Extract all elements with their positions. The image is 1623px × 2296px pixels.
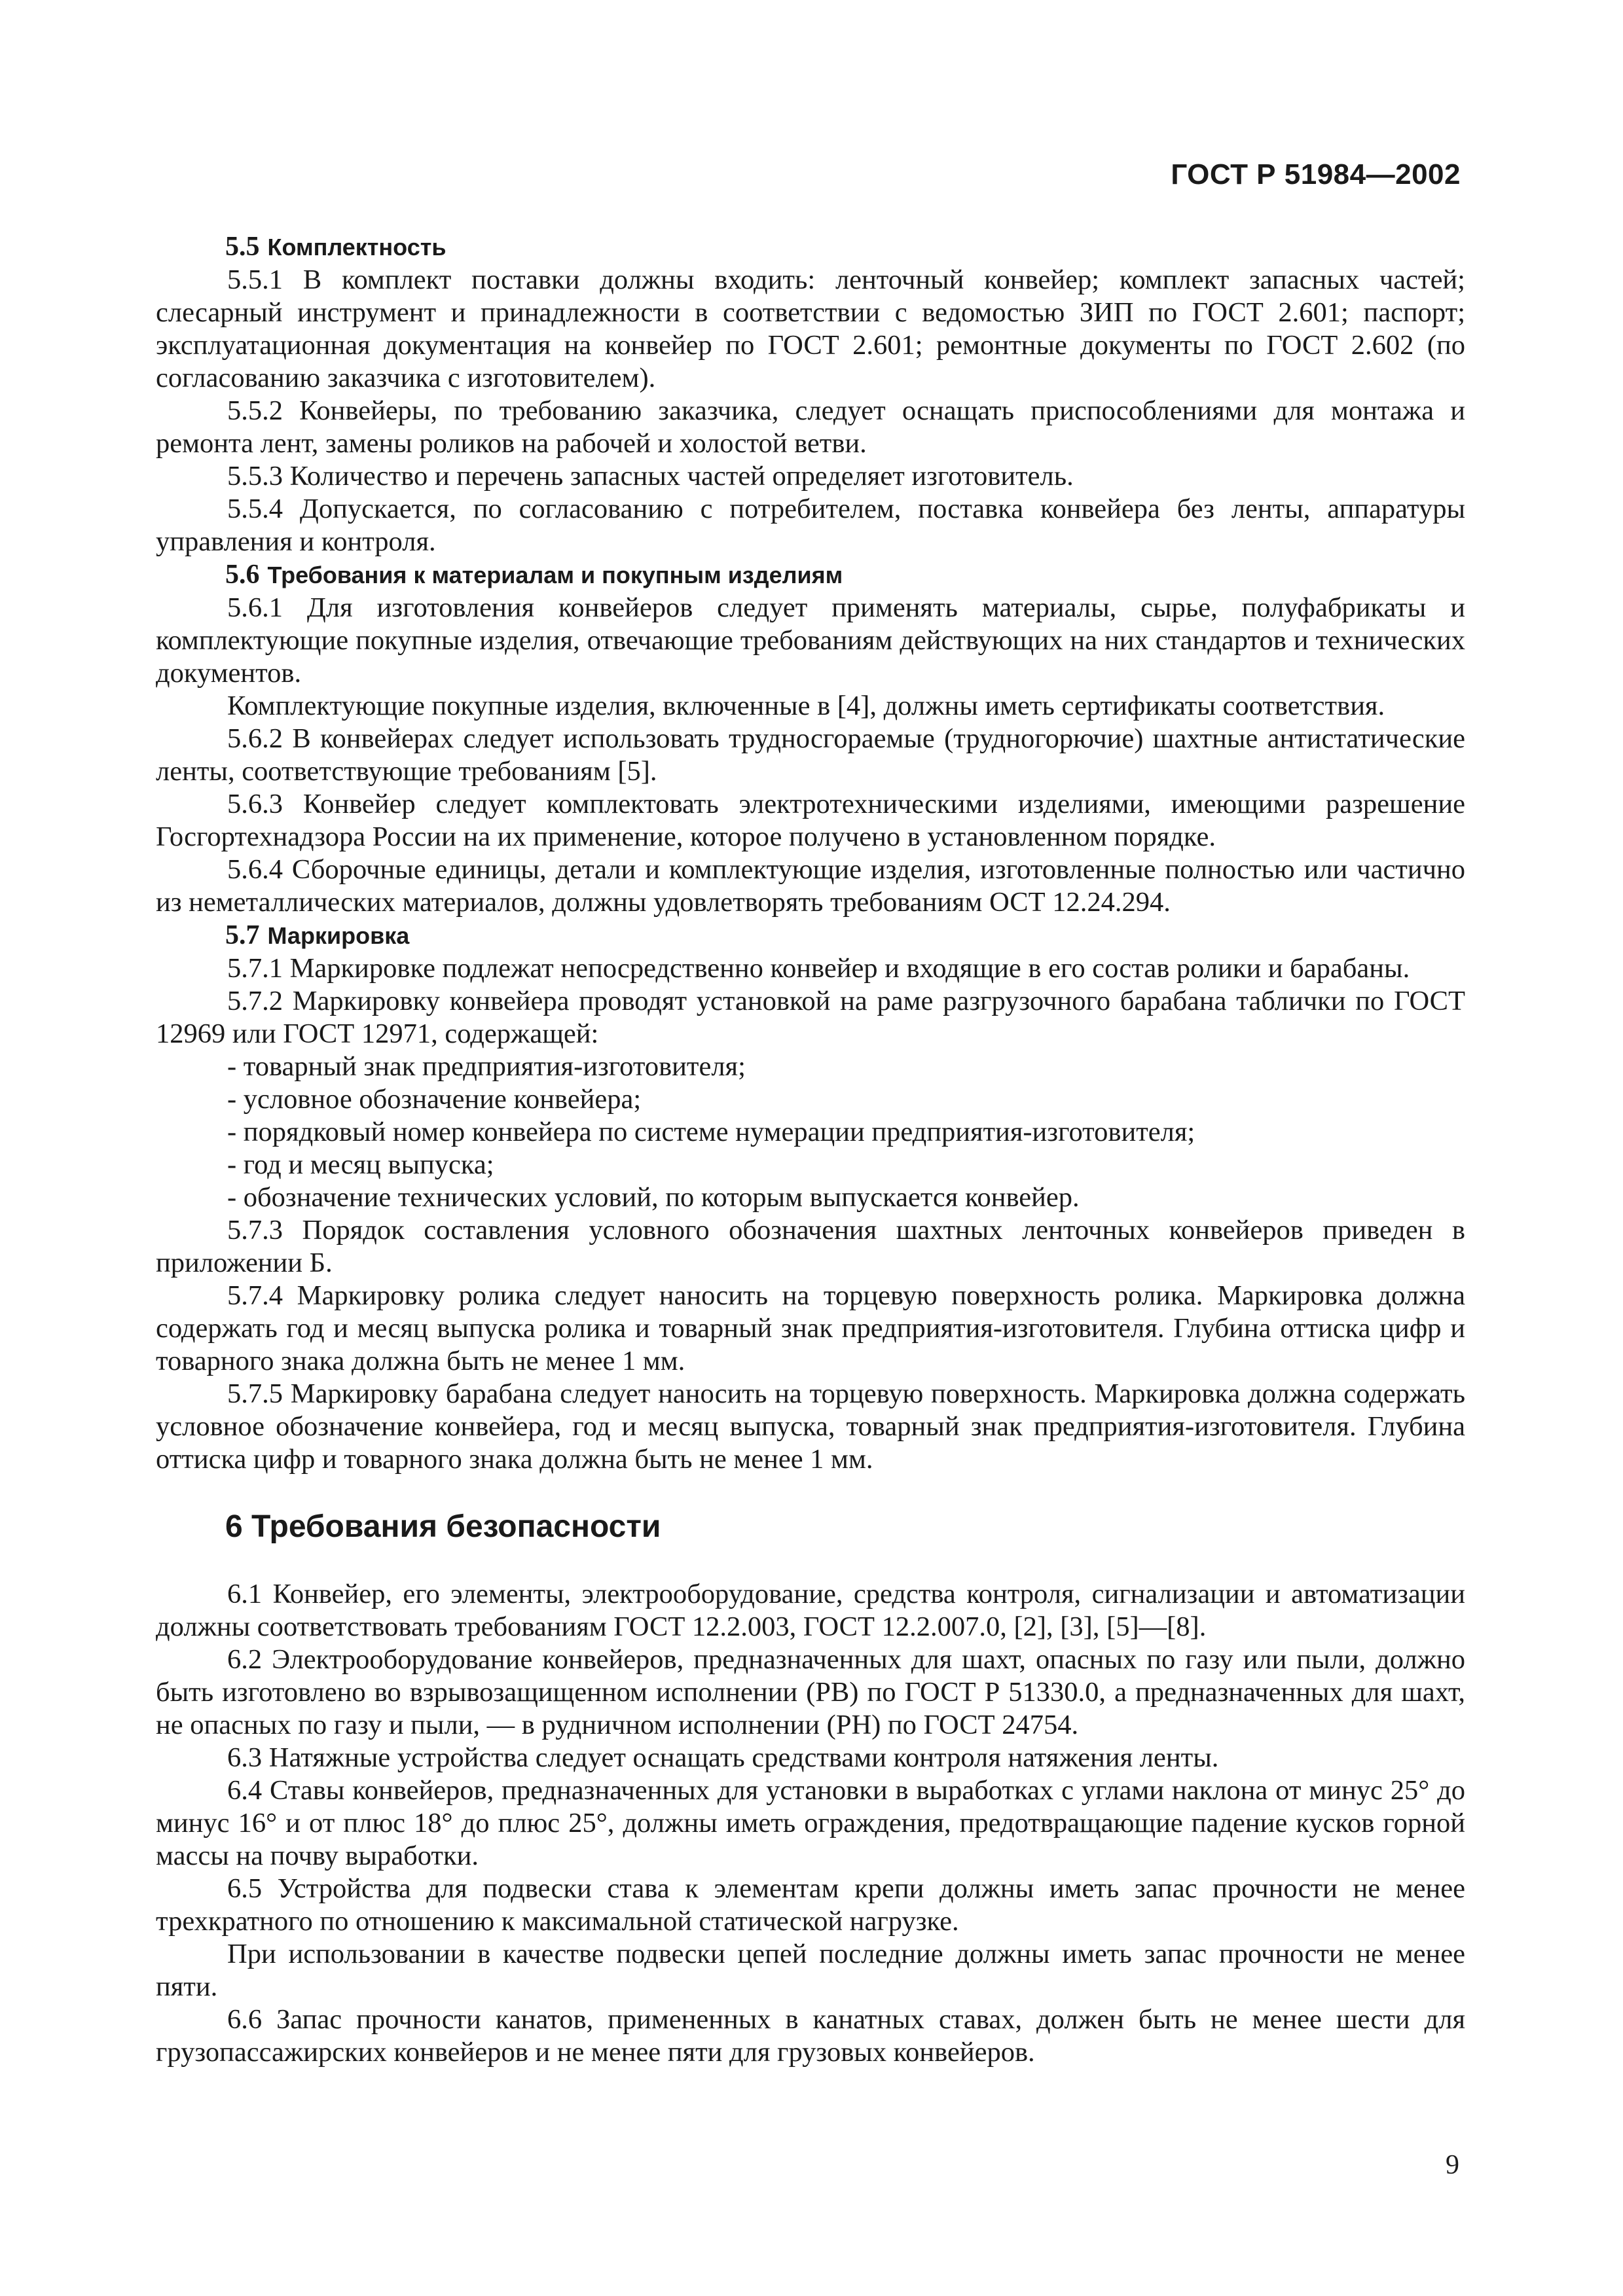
section-title: Маркировка bbox=[267, 922, 410, 949]
paragraph-5-6-4: 5.6.4 Сборочные единицы, детали и комплектующие изделия, изготовленные полностью или частично из неметаллических материалов, должны удовлетворять требованиям ОСТ 12.24.294. bbox=[156, 854, 1465, 918]
list-item: - порядковый номер конвейера по системе нумерации предприятия-изготовителя; bbox=[227, 1117, 1195, 1147]
paragraph-5-7-4: 5.7.4 Маркировку ролика следует наносить на торцевую поверхность ролика. Маркировка должна содержать год и месяц выпуска ролика и товарный знак предприятия-изготовителя. Глубина оттиска цифр и товарного знака должна быть не менее 1 мм. bbox=[156, 1280, 1465, 1376]
paragraph-6-3: 6.3 Натяжные устройства следует оснащать средствами контроля натяжения ленты. bbox=[227, 1742, 1219, 1773]
document-body bbox=[156, 230, 1465, 2069]
paragraph-5-7-2: 5.7.2 Маркировку конвейера проводят установкой на раме разгрузочного барабана таблички по ГОСТ 12969 или ГОСТ 12971, содержащей: bbox=[156, 986, 1465, 1049]
paragraph-6-1: 6.1 Конвейер, его элементы, электрооборудование, средства контроля, сигнализации и автоматизации должны соответствовать требованиям ГОСТ 12.2.003, ГОСТ 12.2.007.0, [2], [3], [5]—[8]. bbox=[156, 1579, 1465, 1642]
paragraph-6-5b: При использовании в качестве подвески цепей последние должны иметь запас прочности не менее пяти. bbox=[156, 1939, 1465, 2002]
page-number: 9 bbox=[1446, 2150, 1459, 2180]
section-title: Требования к материалам и покупным изделиям bbox=[267, 562, 843, 588]
paragraph-5-6-1b: Комплектующие покупные изделия, включенные в [4], должны иметь сертификаты соответствия. bbox=[227, 691, 1385, 721]
document-header: ГОСТ Р 51984—2002 bbox=[1171, 158, 1461, 190]
paragraph-6-4: 6.4 Ставы конвейеров, предназначенных для установки в выработках с углами наклона от минус 25° до минус 16° и от плюс 18° до плюс 25°, должны иметь ограждения, предотвращающие падение кусков горной массы на почву выработки. bbox=[156, 1775, 1465, 1871]
paragraph-6-2: 6.2 Электрооборудование конвейеров, предназначенных для шахт, опасных по газу или пыли, должно быть изготовлено во взрывозащищенном исполнении (РВ) по ГОСТ Р 51330.0, а предназначенных для шахт, не опасных по газу и пыли, — в рудничном исполнении (РН) по ГОСТ 24754. bbox=[156, 1644, 1465, 1740]
section-number: 5.6 bbox=[225, 560, 260, 590]
paragraph-5-7-3: 5.7.3 Порядок составления условного обозначения шахтных ленточных конвейеров приведен в приложении Б. bbox=[156, 1215, 1465, 1278]
section-heading-5-6 bbox=[156, 558, 1465, 592]
paragraph-6-5: 6.5 Устройства для подвески става к элементам крепи должны иметь запас прочности не менее трехкратного по отношению к максимальной статической нагрузке. bbox=[156, 1873, 1465, 1937]
paragraph-6-6: 6.6 Запас прочности канатов, примененных в канатных ставах, должен быть не менее шести для грузопассажирских конвейеров и не менее пяти для грузовых конвейеров. bbox=[156, 2004, 1465, 2068]
paragraph-5-5-1: 5.5.1 В комплект поставки должны входить: ленточный конвейер; комплект запасных частей; слесарный инструмент и принадлежности в соответствии с ведомостью ЗИП по ГОСТ 2.601; паспорт; эксплуатационная документация на конвейер по ГОСТ 2.601; ремонтные документы по ГОСТ 2.602 (по согласованию заказчика с изготовителем). bbox=[156, 264, 1465, 393]
paragraph-5-5-2: 5.5.2 Конвейеры, по требованию заказчика, следует оснащать приспособлениями для монтажа и ремонта лент, замены роликов на рабочей и холостой ветви. bbox=[156, 395, 1465, 459]
section-title: Комплектность bbox=[267, 234, 447, 260]
list-item: - условное обозначение конвейера; bbox=[227, 1084, 642, 1115]
paragraph-5-7-1: 5.7.1 Маркировке подлежат непосредственно конвейер и входящие в его состав ролики и барабаны. bbox=[227, 953, 1410, 984]
paragraph-5-5-4: 5.5.4 Допускается, по согласованию с потребителем, поставка конвейера без ленты, аппаратуры управления и контроля. bbox=[156, 493, 1465, 557]
paragraph-5-6-1: 5.6.1 Для изготовления конвейеров следует применять материалы, сырье, полуфабрикаты и комплектующие покупные изделия, отвечающие требованиям действующих на них стандартов и технических документов. bbox=[156, 592, 1465, 689]
paragraph-5-6-3: 5.6.3 Конвейер следует комплектовать электротехническими изделиями, имеющими разрешение Госгортехнадзора России на их применение, которое получено в установленном порядке. bbox=[156, 789, 1465, 852]
section-heading-5-7 bbox=[156, 919, 1465, 952]
list-item: - обозначение технических условий, по которым выпускается конвейер. bbox=[227, 1182, 1080, 1213]
list-item: - год и месяц выпуска; bbox=[227, 1149, 494, 1180]
chapter-heading-6: 6 Требования безопасности bbox=[225, 1509, 661, 1544]
list-item: - товарный знак предприятия-изготовителя; bbox=[227, 1051, 746, 1082]
paragraph-5-7-5: 5.7.5 Маркировку барабана следует наносить на торцевую поверхность. Маркировка должна содержать условное обозначение конвейера, год и месяц выпуска, товарный знак предприятия-изготовителя. Глубина оттиска цифр и товарного знака должна быть не менее 1 мм. bbox=[156, 1378, 1465, 1475]
paragraph-5-6-2: 5.6.2 В конвейерах следует использовать трудносгораемые (трудногорючие) шахтные антистатические ленты, соответствующие требованиям [5]. bbox=[156, 723, 1465, 787]
section-number: 5.5 bbox=[225, 232, 260, 262]
section-number: 5.7 bbox=[225, 920, 260, 950]
paragraph-5-5-3: 5.5.3 Количество и перечень запасных частей определяет изготовитель. bbox=[227, 461, 1074, 492]
section-heading-5-5 bbox=[156, 230, 1465, 264]
